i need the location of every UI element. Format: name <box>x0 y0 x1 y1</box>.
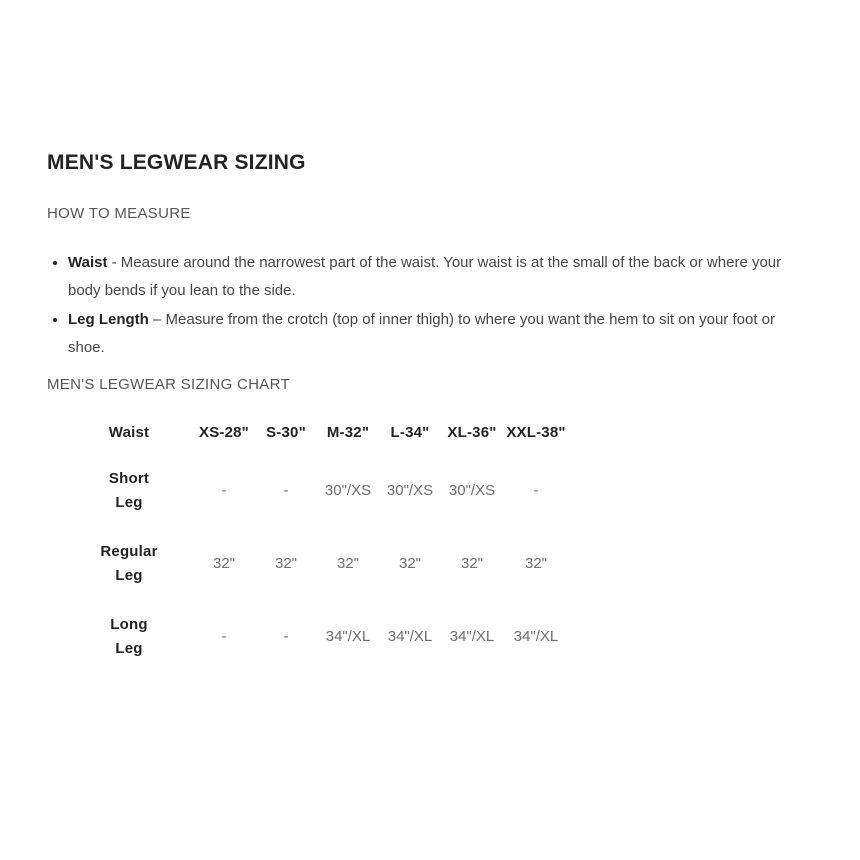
column-header-xs: XS-28" <box>198 423 249 441</box>
size-cell: 32" <box>336 555 359 572</box>
size-cell: 32" <box>460 555 483 572</box>
measure-description: Measure around the narrowest part of the waist. Your waist is at the small of the back or where your body bends if you lean to the side. <box>68 254 782 299</box>
size-cell: - <box>533 482 539 499</box>
measure-separator: - <box>107 254 121 271</box>
size-cell: - <box>221 482 227 499</box>
column-header-s: S-30" <box>266 423 306 441</box>
size-cell: 34"/XL <box>387 628 433 645</box>
how-to-measure-heading: HOW TO MEASURE <box>47 205 191 222</box>
column-header-xxl: XXL-38" <box>506 423 566 441</box>
size-cell: - <box>283 628 289 645</box>
size-cell: 32" <box>524 555 547 572</box>
measure-list <box>47 249 813 362</box>
column-header-waist: Waist <box>108 423 150 441</box>
size-cell: 30"/XS <box>324 482 372 499</box>
measure-separator: – <box>148 311 166 328</box>
measure-description: Measure from the crotch (top of inner thigh) to where you want the hem to sit on your foot or shoe. <box>68 311 775 356</box>
size-cell: 34"/XL <box>513 628 559 645</box>
page-title: MEN'S LEGWEAR SIZING <box>47 151 306 174</box>
measure-term: Leg Length <box>68 311 149 328</box>
column-header-xl: XL-36" <box>447 423 497 441</box>
row-label-regular-leg: Regular Leg <box>100 542 158 584</box>
sizing-chart-heading: MEN'S LEGWEAR SIZING CHART <box>47 376 290 393</box>
size-cell: 30"/XS <box>386 482 434 499</box>
row-label-short-leg: Short Leg <box>108 469 150 511</box>
sizing-table <box>65 410 569 673</box>
table-row-long-leg <box>65 600 569 673</box>
size-cell: 34"/XL <box>325 628 371 645</box>
size-cell: - <box>221 628 227 645</box>
table-header-row <box>65 410 569 454</box>
measure-term: Waist <box>68 254 108 271</box>
row-label-long-leg: Long Leg <box>110 615 148 657</box>
column-header-l: L-34" <box>390 423 430 441</box>
size-cell: - <box>283 482 289 499</box>
size-cell: 32" <box>274 555 297 572</box>
size-cell: 32" <box>398 555 421 572</box>
column-header-m: M-32" <box>326 423 370 441</box>
size-cell: 34"/XL <box>449 628 495 645</box>
size-cell: 32" <box>212 555 235 572</box>
table-row-regular-leg <box>65 527 569 600</box>
size-cell: 30"/XS <box>448 482 496 499</box>
measure-item-waist <box>68 249 813 305</box>
table-row-short-leg <box>65 454 569 527</box>
measure-item-leg-length <box>68 306 813 362</box>
